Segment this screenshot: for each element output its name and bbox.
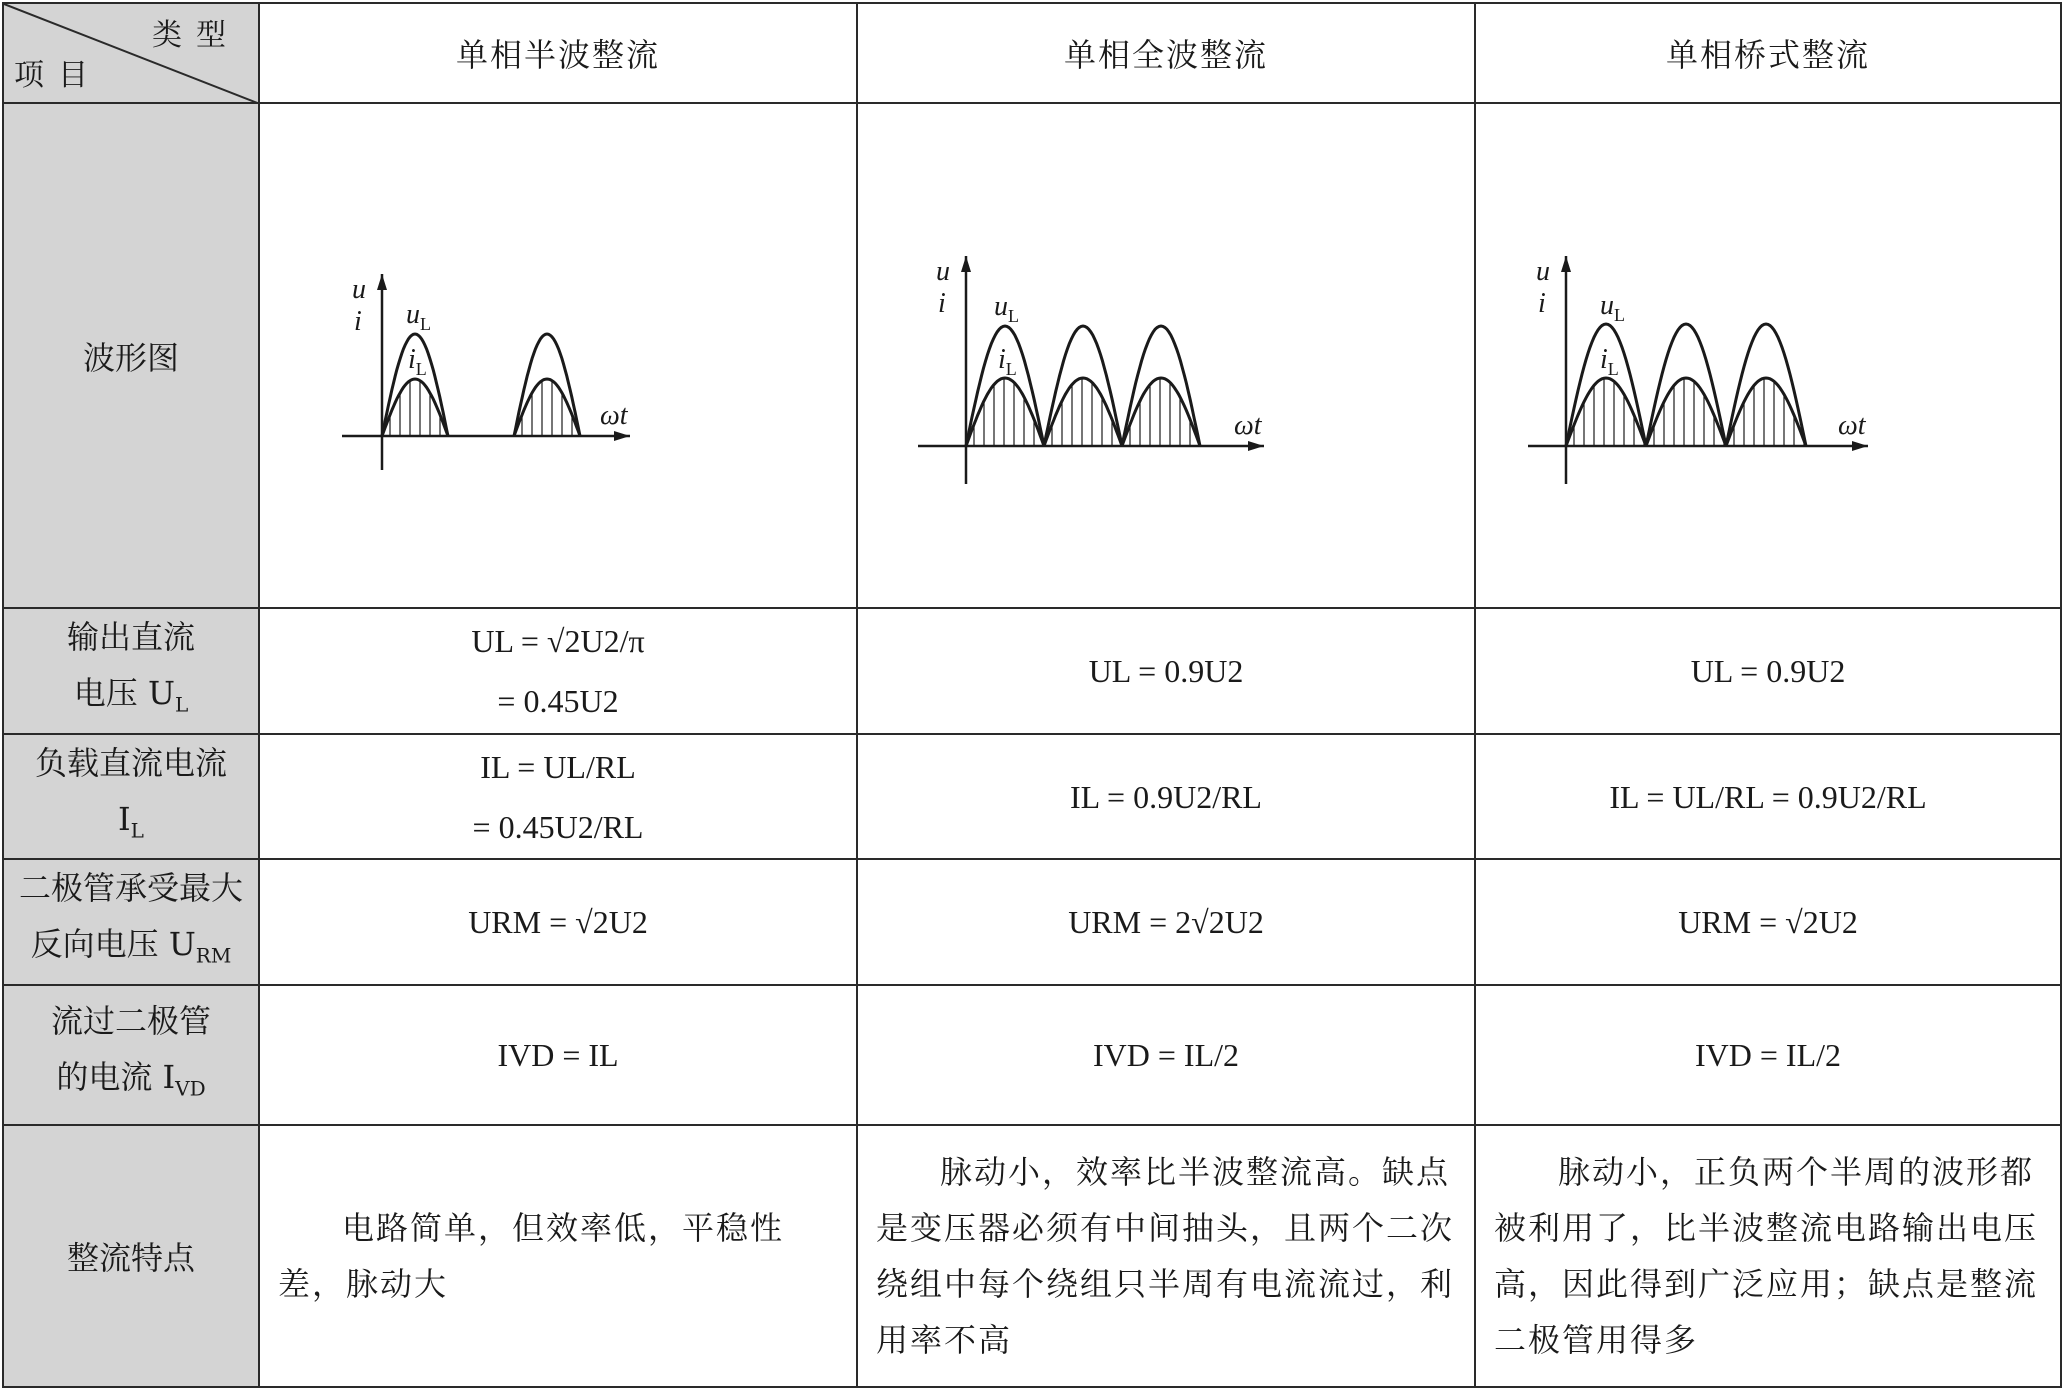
label-sub: VD bbox=[175, 1076, 206, 1101]
output-voltage-row bbox=[3, 608, 2061, 734]
axis-label-wt: ωt bbox=[1234, 409, 1262, 441]
bridge-waveform bbox=[1476, 106, 2062, 606]
corner-cell bbox=[3, 3, 259, 103]
corner-item-label: 项目 bbox=[14, 58, 102, 93]
voltage-arch-1 bbox=[514, 334, 580, 436]
row-label-waveform: 波形图 bbox=[3, 103, 259, 608]
rectifier-comparison-table bbox=[2, 2, 2062, 1388]
bridge-output-voltage: UL = 0.9U2 bbox=[1475, 608, 2061, 734]
voltage-arch-2 bbox=[1122, 326, 1200, 446]
bridge-features-cell bbox=[1475, 1125, 2061, 1387]
half-load-current-line1: IL = UL/RL bbox=[480, 748, 636, 785]
axis-label-i: i bbox=[1538, 287, 1546, 319]
row-label-load-current-line2 bbox=[4, 791, 258, 858]
full-reverse-voltage: URM = 2√2U2 bbox=[857, 859, 1475, 984]
half-load-current bbox=[259, 734, 857, 859]
bridge-reverse-voltage: URM = √2U2 bbox=[1475, 859, 2061, 984]
curve-label-uL: $u_L$ bbox=[406, 298, 431, 334]
bridge-waveform-cell bbox=[1475, 103, 2061, 608]
full-features-cell bbox=[857, 1125, 1475, 1387]
y-axis-arrow bbox=[377, 274, 387, 290]
row-label-output-voltage-line2 bbox=[4, 665, 258, 732]
column-header-bridge: 单相桥式整流 bbox=[1475, 3, 2061, 103]
full-wave-waveform-cell bbox=[857, 103, 1475, 608]
column-header-full-wave: 单相全波整流 bbox=[857, 3, 1475, 103]
full-load-current: IL = 0.9U2/RL bbox=[857, 734, 1475, 859]
row-label-reverse-voltage bbox=[3, 859, 259, 984]
row-label-load-current bbox=[3, 734, 259, 859]
waveform-row bbox=[3, 103, 2061, 608]
corner-type-label: 类型 bbox=[152, 18, 240, 53]
row-label-diode-current bbox=[3, 985, 259, 1125]
label-sub: RM bbox=[195, 943, 232, 968]
full-diode-current: IVD = IL/2 bbox=[857, 985, 1475, 1125]
label-text: 的电流 I bbox=[56, 1058, 176, 1097]
axis-label-u: u bbox=[352, 273, 366, 305]
column-header-half-wave: 单相半波整流 bbox=[259, 3, 857, 103]
full-output-voltage: UL = 0.9U2 bbox=[857, 608, 1475, 734]
label-text: I bbox=[118, 800, 131, 838]
full-wave-waveform bbox=[858, 106, 1476, 606]
label-sub: L bbox=[130, 818, 144, 843]
half-output-voltage bbox=[259, 608, 857, 734]
half-reverse-voltage: URM = √2U2 bbox=[259, 859, 857, 984]
bridge-features: 脉动小，正负两个半周的波形都被利用了，比半波整流电路输出电压高，因此得到广泛应用；缺点是整流二极管用得多 bbox=[1494, 1152, 2039, 1359]
row-label-load-current-line1: 负载直流电流 bbox=[34, 744, 227, 782]
row-label-output-voltage-line1: 输出直流 bbox=[66, 618, 195, 657]
half-features-cell bbox=[259, 1125, 857, 1387]
row-label-output-voltage bbox=[3, 608, 259, 734]
bridge-load-current: IL = UL/RL = 0.9U2/RL bbox=[1475, 734, 2061, 859]
header-row bbox=[3, 3, 2061, 103]
y-axis-arrow bbox=[1561, 256, 1571, 272]
curve-label-uL: $u_L$ bbox=[1600, 289, 1625, 325]
row-label-features: 整流特点 bbox=[3, 1125, 259, 1387]
curve-label-iL: $i_L$ bbox=[408, 343, 427, 379]
curve-label-iL: $i_L$ bbox=[998, 343, 1017, 379]
axis-label-wt: ωt bbox=[600, 399, 628, 431]
x-axis-arrow bbox=[1248, 441, 1264, 451]
half-features: 电路简单，但效率低，平稳性差，脉动大 bbox=[278, 1208, 785, 1303]
row-label-reverse-voltage-line2 bbox=[4, 916, 258, 983]
axis-label-i: i bbox=[354, 305, 362, 337]
curve-label-iL: $i_L$ bbox=[1600, 343, 1619, 379]
half-output-voltage-line2: = 0.45U2 bbox=[497, 683, 619, 719]
y-axis-arrow bbox=[961, 256, 971, 272]
reverse-voltage-row bbox=[3, 859, 2061, 984]
diode-current-row bbox=[3, 985, 2061, 1125]
features-row bbox=[3, 1125, 2061, 1387]
axis-label-u: u bbox=[1536, 255, 1550, 287]
axis-label-wt: ωt bbox=[1838, 409, 1866, 441]
voltage-arch-1 bbox=[1044, 326, 1122, 446]
half-wave-waveform-cell bbox=[259, 103, 857, 608]
bridge-diode-current: IVD = IL/2 bbox=[1475, 985, 2061, 1125]
half-load-current-line2: = 0.45U2/RL bbox=[472, 808, 644, 845]
row-label-reverse-voltage-line1: 二极管承受最大 bbox=[18, 869, 243, 908]
x-axis-arrow bbox=[1852, 441, 1868, 451]
half-diode-current: IVD = IL bbox=[259, 985, 857, 1125]
load-current-row bbox=[3, 734, 2061, 859]
curve-label-uL: $u_L$ bbox=[994, 290, 1019, 326]
row-label-diode-current-line2 bbox=[4, 1049, 258, 1116]
label-sub: L bbox=[174, 692, 189, 717]
label-text: 电压 U bbox=[73, 674, 175, 713]
axis-label-i: i bbox=[938, 287, 946, 319]
x-axis-arrow bbox=[614, 431, 630, 441]
label-text: 反向电压 U bbox=[30, 925, 196, 964]
axis-label-u: u bbox=[936, 255, 950, 287]
full-features: 脉动小，效率比半波整流高。缺点是变压器必须有中间抽头，且两个二次绕组中每个绕组只半周有电流流过，利用率不高 bbox=[876, 1152, 1455, 1359]
row-label-diode-current-line1: 流过二极管 bbox=[50, 1002, 211, 1041]
half-output-voltage-line1: UL = √2U2/π bbox=[471, 623, 645, 659]
half-wave-waveform bbox=[260, 106, 858, 606]
